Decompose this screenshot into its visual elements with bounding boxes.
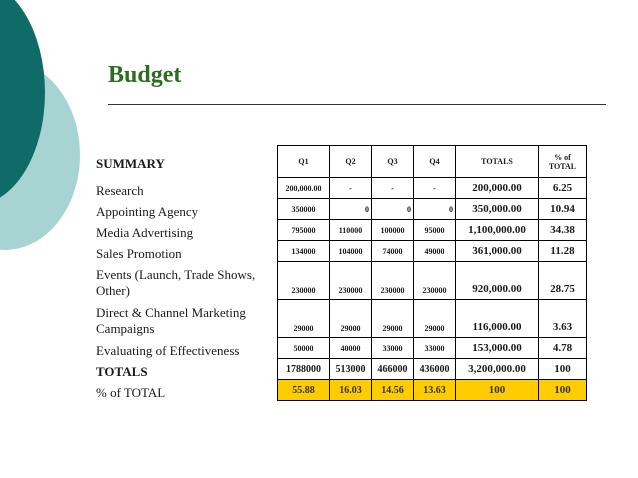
cell-q4: 13.63 [414, 380, 456, 401]
header-pct-line2: TOTAL [548, 161, 577, 171]
cell-q1: 29000 [278, 300, 330, 338]
table-row [278, 178, 587, 199]
cell-q4: 33000 [414, 338, 456, 359]
percent-row [278, 380, 587, 401]
cell-q1: 350000 [278, 199, 330, 220]
cell-q3: - [372, 178, 414, 199]
header-totals: TOTALS [456, 146, 539, 178]
header-q1: Q1 [278, 146, 330, 178]
cell-q4: 95000 [414, 220, 456, 241]
cell-pct: 3.63 [539, 300, 587, 338]
cell-q3: 466000 [372, 359, 414, 380]
table-row [278, 241, 587, 262]
header-q4: Q4 [414, 146, 456, 178]
cell-pct: 34.38 [539, 220, 587, 241]
cell-q2: - [330, 178, 372, 199]
cell-q3: 14.56 [372, 380, 414, 401]
label-events-line1: Events (Launch, Trade Shows, [96, 267, 256, 282]
cell-q2: 16.03 [330, 380, 372, 401]
cell-q3: 0 [372, 199, 414, 220]
label-direct-channel [96, 302, 271, 340]
cell-q3: 230000 [372, 262, 414, 300]
cell-q4: 0 [414, 199, 456, 220]
cell-pct: 100 [539, 359, 587, 380]
totals-row [278, 359, 587, 380]
cell-q3: 33000 [372, 338, 414, 359]
cell-q1: 55.88 [278, 380, 330, 401]
label-direct-line1: Direct & Channel Marketing [96, 305, 246, 320]
label-events [96, 264, 271, 302]
table-row [278, 199, 587, 220]
label-percent-of-total: % of TOTAL [96, 384, 166, 400]
cell-q2: 104000 [330, 241, 372, 262]
cell-q4: 49000 [414, 241, 456, 262]
summary-heading: SUMMARY [96, 156, 165, 171]
header-pct-line1: % of [554, 152, 571, 162]
label-totals: TOTALS [96, 363, 148, 379]
cell-q2: 513000 [330, 359, 372, 380]
cell-total: 153,000.00 [456, 338, 539, 359]
slide-title: Budget [108, 62, 182, 88]
label-sales-promotion: Sales Promotion [96, 245, 182, 261]
cell-pct: 100 [539, 380, 587, 401]
label-direct-line2: Campaigns [96, 321, 155, 336]
table-row [278, 262, 587, 300]
cell-q4: 436000 [414, 359, 456, 380]
cell-total: 350,000.00 [456, 199, 539, 220]
budget-table [277, 145, 587, 401]
cell-total: 116,000.00 [456, 300, 539, 338]
cell-total: 1,100,000.00 [456, 220, 539, 241]
cell-q2: 110000 [330, 220, 372, 241]
cell-total: 920,000.00 [456, 262, 539, 300]
table-header-row [278, 146, 587, 178]
cell-q3: 74000 [372, 241, 414, 262]
cell-q2: 0 [330, 199, 372, 220]
cell-q1: 50000 [278, 338, 330, 359]
header-q3: Q3 [372, 146, 414, 178]
cell-pct: 6.25 [539, 178, 587, 199]
cell-q1: 200,000.00 [278, 178, 330, 199]
cell-q4: 230000 [414, 262, 456, 300]
cell-total: 200,000.00 [456, 178, 539, 199]
table-row [278, 220, 587, 241]
table-row [278, 338, 587, 359]
cell-pct: 10.94 [539, 199, 587, 220]
cell-q3: 29000 [372, 300, 414, 338]
row-labels [96, 148, 271, 403]
table-row [278, 300, 587, 338]
header-pct [539, 146, 587, 178]
cell-q2: 29000 [330, 300, 372, 338]
cell-total: 3,200,000.00 [456, 359, 539, 380]
label-appointing-agency: Appointing Agency [96, 203, 199, 219]
cell-total: 100 [456, 380, 539, 401]
label-media-advertising: Media Advertising [96, 224, 194, 240]
cell-q4: 29000 [414, 300, 456, 338]
label-evaluating: Evaluating of Effectiveness [96, 342, 240, 358]
title-divider [108, 104, 606, 105]
cell-pct: 11.28 [539, 241, 587, 262]
cell-q1: 1788000 [278, 359, 330, 380]
cell-total: 361,000.00 [456, 241, 539, 262]
cell-q1: 795000 [278, 220, 330, 241]
cell-pct: 4.78 [539, 338, 587, 359]
cell-pct: 28.75 [539, 262, 587, 300]
label-events-line2: Other) [96, 283, 130, 298]
cell-q2: 230000 [330, 262, 372, 300]
cell-q1: 134000 [278, 241, 330, 262]
cell-q1: 230000 [278, 262, 330, 300]
header-q2: Q2 [330, 146, 372, 178]
cell-q2: 40000 [330, 338, 372, 359]
cell-q4: - [414, 178, 456, 199]
cell-q3: 100000 [372, 220, 414, 241]
label-research: Research [96, 182, 144, 198]
